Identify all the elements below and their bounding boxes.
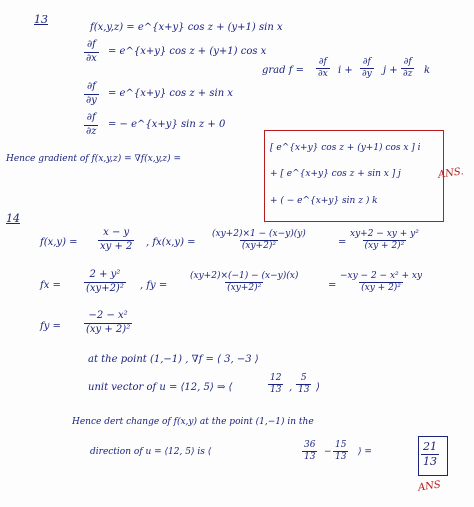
p13-grad-j: j + xyxy=(383,65,398,76)
p13-fz-expr: = − e^{x+y} sin z + 0 xyxy=(108,119,226,130)
p14-dir-frac-1: $\frac{36}{13}$ xyxy=(304,440,316,463)
p13-fx-expr: = e^{x+y} cos z + (y+1) cos x xyxy=(108,46,267,57)
p14-f-lhs: f(x,y) = xyxy=(40,237,78,248)
p13-df-dx: $\frac{\partial f}{\partial x}$ xyxy=(86,39,97,64)
p14-fx-lhs: , fx(x,y) = xyxy=(146,237,196,248)
p14-f-fraction: $\frac{x - y}{xy + 2}$ xyxy=(100,227,133,252)
p13-df-dy: $\frac{\partial f}{\partial y}$ xyxy=(86,81,97,106)
p13-grad-df-dx: $\frac{\partial f}{\partial x}$ xyxy=(318,57,328,80)
p14-at-point: at the point (1,−1) , ∇f = ⟨ 3, −3 ⟩ xyxy=(88,354,259,365)
p13-function-def: f(x,y,z) = e^{x+y} cos z + (y+1) sin x xyxy=(90,22,283,33)
p14-fy2-lhs: fy = xyxy=(40,321,61,332)
p14-fy2-fraction: $\frac{\text{−2 − x²}}{\text{(xy + 2)²}}$ xyxy=(86,310,131,335)
p14-fx-simplified: $\frac{\text{xy+2 − xy + y²}}{\text{(xy + 2)²}}$ xyxy=(350,229,419,252)
p14-fy-eq: = xyxy=(328,280,337,291)
p14-fx-quotient: $\frac{(xy+2)\times 1 - (x-y)(y)}{\text{(xy+2)²}}$ xyxy=(212,229,306,252)
p14-hence-line1: Hence dert change of f(x,y) at the point (1,−1) in the xyxy=(72,417,314,427)
p13-result-i: [ e^{x+y} cos z + (y+1) cos x ] i xyxy=(270,143,421,153)
p14-ans-label: ANS xyxy=(417,479,442,494)
p14-dir-close: ⟩ = xyxy=(358,447,372,457)
p13-fy-expr: = e^{x+y} cos z + sin x xyxy=(108,88,233,99)
p14-unit-vector: unit vector of u = ⟨12, 5⟩ ⇒ ⟨ xyxy=(88,382,233,393)
p13-df-dz: $\frac{\partial f}{\partial z}$ xyxy=(86,112,97,137)
p14-dir-frac-2: $\frac{15}{13}$ xyxy=(335,440,347,463)
p14-fy-simplified: $\frac{\text{−xy − 2 − x² + xy}}{\text{(xy + 2)²}}$ xyxy=(340,271,423,294)
p14-fx-eq: = xyxy=(338,237,347,248)
p13-hence-text: Hence gradient of f(x,y,z) = ∇f(x,y,z) = xyxy=(6,154,181,164)
p13-grad-df-dz: $\frac{\partial f}{\partial z}$ xyxy=(403,57,413,80)
p13-grad-def: grad f = xyxy=(262,65,304,76)
p13-grad-k: k xyxy=(424,65,431,76)
p14-fx2-lhs: fx = xyxy=(40,280,61,291)
problem-13-number: 13 xyxy=(34,13,48,26)
p14-fy-lhs: , fy = xyxy=(140,280,168,291)
p14-unit-comma: , xyxy=(289,382,293,393)
p14-dir-minus: − xyxy=(324,447,332,457)
p14-unit-close: ⟩ xyxy=(316,382,320,393)
p13-result-j: + [ e^{x+y} cos z + sin x ] j xyxy=(270,169,401,179)
p13-ans-label: ANS. xyxy=(437,166,465,181)
p13-result-k: + ( − e^{x+y} sin z ) k xyxy=(270,196,378,206)
p13-grad-i: i + xyxy=(338,65,353,76)
p14-final-answer: $\frac{21}{13}$ xyxy=(423,440,437,468)
p14-unit-frac-1: $\frac{12}{13}$ xyxy=(270,373,282,396)
p14-fy-quotient: $\frac{(xy+2)\times(-1) - (x-y)(x)}{\text{(xy+2)²}}$ xyxy=(190,271,299,294)
p14-hence-line2: direction of u = ⟨12, 5⟩ is ⟨ xyxy=(90,447,212,457)
p13-grad-df-dy: $\frac{\partial f}{\partial y}$ xyxy=(362,57,372,80)
p14-fx2-fraction: $\frac{\text{2 + y²}}{\text{(xy+2)²}}$ xyxy=(86,269,124,294)
problem-14-number: 14 xyxy=(6,212,20,225)
p14-unit-frac-2: $\frac{5}{13}$ xyxy=(298,373,310,396)
